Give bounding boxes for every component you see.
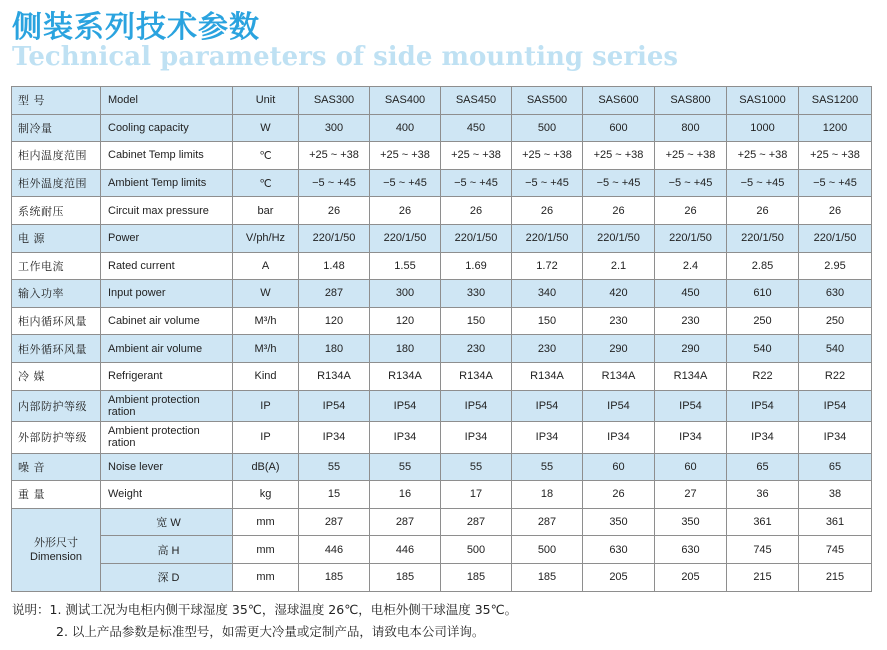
table-cell: R134A (370, 362, 441, 390)
table-cell: 26 (583, 197, 655, 225)
table-cell: 185 (370, 563, 441, 591)
table-cell: IP54 (299, 390, 370, 422)
table-cell: 610 (727, 280, 799, 308)
table-body (12, 87, 872, 592)
table-cell: 1.72 (512, 252, 583, 280)
table-cell: 17 (441, 481, 512, 509)
model-header-cell: SAS1000 (727, 87, 799, 115)
table-cell: 26 (512, 197, 583, 225)
table-cell: 27 (655, 481, 727, 509)
table-row (12, 307, 872, 335)
table-cell: 185 (512, 563, 583, 591)
param-name-en: Circuit max pressure (101, 197, 233, 225)
table-cell: 26 (727, 197, 799, 225)
table-cell: 55 (512, 453, 583, 481)
param-name-cn: 冷 媒 (12, 362, 101, 390)
table-cell: +25 ~ +38 (299, 142, 370, 170)
table-cell: 630 (583, 536, 655, 564)
param-name-cn: 制冷量 (12, 114, 101, 142)
table-cell: 15 (299, 481, 370, 509)
param-name-cn: 工作电流 (12, 252, 101, 280)
table-cell: 446 (370, 536, 441, 564)
param-name-en: Ambient protection ration (101, 390, 233, 422)
table-cell: 290 (655, 335, 727, 363)
param-name-cn: 柜内循环风量 (12, 307, 101, 335)
table-cell: 120 (370, 307, 441, 335)
table-cell: 287 (299, 280, 370, 308)
table-cell: +25 ~ +38 (583, 142, 655, 170)
table-cell: 65 (799, 453, 872, 481)
table-cell: IP54 (799, 390, 872, 422)
table-cell: 340 (512, 280, 583, 308)
param-name-en: Power (101, 224, 233, 252)
table-cell: 180 (370, 335, 441, 363)
table-row (12, 197, 872, 225)
table-cell: 120 (299, 307, 370, 335)
table-cell: 18 (512, 481, 583, 509)
header-unit: Unit (233, 87, 299, 115)
table-cell: R134A (441, 362, 512, 390)
table-cell: 630 (655, 536, 727, 564)
table-cell: 250 (727, 307, 799, 335)
table-cell: 220/1/50 (370, 224, 441, 252)
table-cell: 60 (655, 453, 727, 481)
table-cell: 26 (799, 197, 872, 225)
model-header-cell: SAS800 (655, 87, 727, 115)
dimension-label-en: Dimension (30, 550, 82, 563)
param-unit: kg (233, 481, 299, 509)
param-unit: W (233, 114, 299, 142)
page-subtitle: Technical parameters of side mounting series (12, 42, 679, 72)
table-cell: 287 (370, 508, 441, 536)
table-cell: 500 (441, 536, 512, 564)
table-cell: 55 (441, 453, 512, 481)
model-header-cell: SAS300 (299, 87, 370, 115)
param-name-cn: 电 源 (12, 224, 101, 252)
table-cell: 220/1/50 (512, 224, 583, 252)
table-cell: 540 (799, 335, 872, 363)
model-header-cell: SAS400 (370, 87, 441, 115)
table-cell: IP54 (583, 390, 655, 422)
table-cell: R22 (799, 362, 872, 390)
table-cell: 215 (727, 563, 799, 591)
param-unit: V/ph/Hz (233, 224, 299, 252)
table-cell: 26 (299, 197, 370, 225)
table-cell: 400 (370, 114, 441, 142)
dimension-row (12, 563, 872, 591)
table-cell: 1.48 (299, 252, 370, 280)
table-cell: 1.55 (370, 252, 441, 280)
param-name-en: Ambient air volume (101, 335, 233, 363)
table-cell: 2.1 (583, 252, 655, 280)
page-title: 侧装系列技术参数 (12, 10, 260, 45)
param-unit: A (233, 252, 299, 280)
table-row (12, 280, 872, 308)
table-cell: 220/1/50 (299, 224, 370, 252)
param-unit: ℃ (233, 169, 299, 197)
param-name-en: Noise lever (101, 453, 233, 481)
table-cell: 2.4 (655, 252, 727, 280)
param-unit: M³/h (233, 335, 299, 363)
model-header-cell: SAS600 (583, 87, 655, 115)
table-cell: IP34 (799, 422, 872, 454)
table-row (12, 422, 872, 454)
table-cell: 215 (799, 563, 872, 591)
table-cell: 450 (655, 280, 727, 308)
param-name-en: Ambient protection ration (101, 422, 233, 454)
table-cell: 350 (655, 508, 727, 536)
param-unit: M³/h (233, 307, 299, 335)
table-cell: −5 ~ +45 (370, 169, 441, 197)
table-row (12, 335, 872, 363)
table-cell: 287 (441, 508, 512, 536)
table-row (12, 252, 872, 280)
table-cell: −5 ~ +45 (583, 169, 655, 197)
table-cell: 185 (441, 563, 512, 591)
table-cell: 185 (299, 563, 370, 591)
table-cell: 220/1/50 (583, 224, 655, 252)
param-name-en: Cabinet air volume (101, 307, 233, 335)
table-cell: 800 (655, 114, 727, 142)
table-cell: 38 (799, 481, 872, 509)
model-header-cell: SAS1200 (799, 87, 872, 115)
table-cell: R22 (727, 362, 799, 390)
table-cell: IP34 (441, 422, 512, 454)
table-cell: 630 (799, 280, 872, 308)
table-cell: R134A (512, 362, 583, 390)
table-cell: +25 ~ +38 (799, 142, 872, 170)
param-name-cn: 输入功率 (12, 280, 101, 308)
param-unit: mm (233, 536, 299, 564)
table-cell: IP54 (512, 390, 583, 422)
table-cell: 26 (441, 197, 512, 225)
table-row (12, 453, 872, 481)
table-cell: IP54 (727, 390, 799, 422)
table-cell: +25 ~ +38 (441, 142, 512, 170)
param-name-en: Cooling capacity (101, 114, 233, 142)
note-line: 说明：1. 测试工况为电柜内侧干球湿度 35℃，湿球温度 26℃，电柜外侧干球温度 35℃。 (12, 602, 518, 617)
table-cell: IP54 (441, 390, 512, 422)
table-cell: 500 (512, 536, 583, 564)
table-cell: 55 (299, 453, 370, 481)
notes (12, 599, 517, 643)
table-row (12, 362, 872, 390)
table-cell: 330 (441, 280, 512, 308)
table-cell: 150 (512, 307, 583, 335)
param-unit: mm (233, 508, 299, 536)
table-cell: 745 (799, 536, 872, 564)
dimension-row (12, 536, 872, 564)
table-cell: 361 (799, 508, 872, 536)
table-cell: 36 (727, 481, 799, 509)
table-cell: IP34 (655, 422, 727, 454)
param-unit: bar (233, 197, 299, 225)
table-cell: 2.85 (727, 252, 799, 280)
table-row (12, 114, 872, 142)
table-cell: −5 ~ +45 (512, 169, 583, 197)
table-cell: 450 (441, 114, 512, 142)
table-cell: 65 (727, 453, 799, 481)
param-unit: W (233, 280, 299, 308)
param-name-en: Refrigerant (101, 362, 233, 390)
table-cell: 220/1/50 (655, 224, 727, 252)
param-unit: IP (233, 422, 299, 454)
table-cell: 220/1/50 (441, 224, 512, 252)
table-cell: 1000 (727, 114, 799, 142)
table-cell: IP34 (370, 422, 441, 454)
param-name-cn: 内部防护等级 (12, 390, 101, 422)
param-name-cn: 柜内温度范围 (12, 142, 101, 170)
param-name-en: Ambient Temp limits (101, 169, 233, 197)
table-cell: IP34 (299, 422, 370, 454)
table-cell: 220/1/50 (727, 224, 799, 252)
param-unit: Kind (233, 362, 299, 390)
table-cell: 361 (727, 508, 799, 536)
dimension-label (12, 508, 101, 591)
table-row (12, 390, 872, 422)
table-cell: 230 (655, 307, 727, 335)
table-cell: 2.95 (799, 252, 872, 280)
header-en: Model (101, 87, 233, 115)
table-cell: 26 (583, 481, 655, 509)
table-cell: −5 ~ +45 (299, 169, 370, 197)
param-name-en: Input power (101, 280, 233, 308)
table-cell: 446 (299, 536, 370, 564)
header-row (12, 87, 872, 115)
table-cell: 500 (512, 114, 583, 142)
table-cell: 540 (727, 335, 799, 363)
table-cell: R134A (655, 362, 727, 390)
parameter-table (11, 86, 872, 592)
table-cell: −5 ~ +45 (727, 169, 799, 197)
table-cell: 55 (370, 453, 441, 481)
table-row (12, 481, 872, 509)
table-cell: 350 (583, 508, 655, 536)
dimension-sublabel: 宽 W (101, 508, 233, 536)
model-header-cell: SAS450 (441, 87, 512, 115)
dimension-label-cn: 外形尺寸 (34, 536, 78, 549)
table-row (12, 169, 872, 197)
param-unit: mm (233, 563, 299, 591)
table-cell: +25 ~ +38 (370, 142, 441, 170)
table-cell: 745 (727, 536, 799, 564)
table-cell: 230 (583, 307, 655, 335)
table-cell: 16 (370, 481, 441, 509)
model-header-cell: SAS500 (512, 87, 583, 115)
param-name-cn: 柜外循环风量 (12, 335, 101, 363)
table-cell: +25 ~ +38 (655, 142, 727, 170)
header-cn: 型 号 (12, 87, 101, 115)
table-cell: 26 (655, 197, 727, 225)
table-cell: 290 (583, 335, 655, 363)
table-cell: 205 (583, 563, 655, 591)
dimension-sublabel: 深 D (101, 563, 233, 591)
table-row (12, 224, 872, 252)
table-cell: 150 (441, 307, 512, 335)
table-cell: 250 (799, 307, 872, 335)
param-name-en: Rated current (101, 252, 233, 280)
table-cell: 230 (441, 335, 512, 363)
table-cell: 205 (655, 563, 727, 591)
table-cell: R134A (583, 362, 655, 390)
table-cell: 230 (512, 335, 583, 363)
param-name-cn: 外部防护等级 (12, 422, 101, 454)
param-name-cn: 噪 音 (12, 453, 101, 481)
param-name-en: Cabinet Temp limits (101, 142, 233, 170)
table-cell: 420 (583, 280, 655, 308)
param-name-en: Weight (101, 481, 233, 509)
table-cell: −5 ~ +45 (655, 169, 727, 197)
dimension-row (12, 508, 872, 536)
param-unit: IP (233, 390, 299, 422)
table-cell: IP54 (655, 390, 727, 422)
table-cell: IP54 (370, 390, 441, 422)
table-cell: +25 ~ +38 (512, 142, 583, 170)
table-cell: IP34 (727, 422, 799, 454)
table-cell: 300 (299, 114, 370, 142)
table-cell: 26 (370, 197, 441, 225)
dimension-sublabel: 高 H (101, 536, 233, 564)
param-unit: ℃ (233, 142, 299, 170)
table-cell: 600 (583, 114, 655, 142)
table-cell: R134A (299, 362, 370, 390)
param-name-cn: 重 量 (12, 481, 101, 509)
table-cell: −5 ~ +45 (441, 169, 512, 197)
table-cell: 287 (512, 508, 583, 536)
table-cell: 220/1/50 (799, 224, 872, 252)
param-unit: dB(A) (233, 453, 299, 481)
param-name-cn: 系统耐压 (12, 197, 101, 225)
table-cell: 180 (299, 335, 370, 363)
table-cell: 300 (370, 280, 441, 308)
table-cell: −5 ~ +45 (799, 169, 872, 197)
table-row (12, 142, 872, 170)
table-cell: +25 ~ +38 (727, 142, 799, 170)
table-cell: 287 (299, 508, 370, 536)
table-cell: 1.69 (441, 252, 512, 280)
table-cell: 1200 (799, 114, 872, 142)
param-name-cn: 柜外温度范围 (12, 169, 101, 197)
table-cell: IP34 (583, 422, 655, 454)
table-cell: 60 (583, 453, 655, 481)
note-line: 2. 以上产品参数是标准型号，如需更大冷量或定制产品，请致电本公司详询。 (56, 624, 485, 639)
table-cell: IP34 (512, 422, 583, 454)
